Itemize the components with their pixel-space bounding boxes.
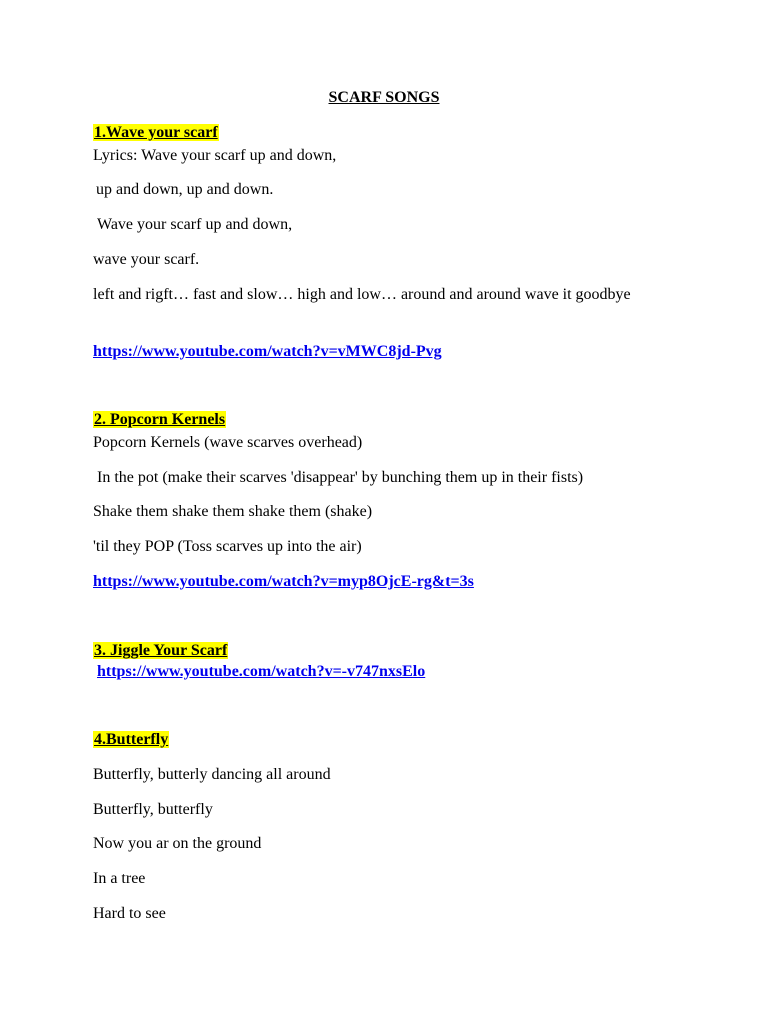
song-1-lyric-line: left and rigft… fast and slow… high and low… around and around wave it goodbye: [93, 286, 631, 303]
song-4-lyric-line: Butterfly, butterly dancing all around: [93, 766, 331, 783]
song-4-lyric-line: In a tree: [93, 870, 146, 887]
song-1-lyric-line: Lyrics: Wave your scarf up and down,: [93, 147, 337, 164]
song-3-video-link[interactable]: [97, 662, 425, 682]
document-title: SCARF SONGS: [328, 89, 440, 106]
song-1: [93, 123, 219, 143]
song-4-lyric-line: Butterfly, butterfly: [93, 801, 213, 818]
song-3: [93, 641, 228, 661]
song-3-heading: 3. Jiggle Your Scarf: [94, 642, 228, 659]
song-1-lyric-line: up and down, up and down.: [96, 181, 274, 198]
song-2-video-link[interactable]: [93, 572, 474, 592]
song-4-lyric-line: Hard to see: [93, 905, 166, 922]
song-1-lyric-line: wave your scarf.: [93, 251, 200, 268]
song-1-video-link[interactable]: [93, 342, 442, 362]
song-2: [93, 410, 226, 430]
song-1-lyric-line: Wave your scarf up and down,: [97, 216, 293, 233]
song-4-heading: 4.Butterfly: [94, 731, 169, 748]
song-2-lyric-line: In the pot (make their scarves 'disappear' by bunching them up in their fists): [97, 469, 584, 486]
song-4: [93, 730, 169, 750]
song-2-lyric-line: 'til they POP (Toss scarves up into the air): [93, 538, 362, 555]
song-1-link-text[interactable]: https://www.youtube.com/watch?v=vMWC8jd-Pvg: [93, 343, 442, 360]
song-2-heading: 2. Popcorn Kernels: [94, 411, 226, 428]
song-3-link-text[interactable]: https://www.youtube.com/watch?v=-v747nxsElo: [97, 663, 426, 680]
song-2-lyric-line: Shake them shake them shake them (shake): [93, 503, 373, 520]
song-1-heading: 1.Wave your scarf: [94, 124, 218, 141]
song-4-lyric-line: Now you ar on the ground: [93, 835, 262, 852]
song-2-lyric-line: Popcorn Kernels (wave scarves overhead): [93, 434, 363, 451]
song-2-link-text[interactable]: https://www.youtube.com/watch?v=myp8OjcE-rg&t=3s: [93, 573, 474, 590]
